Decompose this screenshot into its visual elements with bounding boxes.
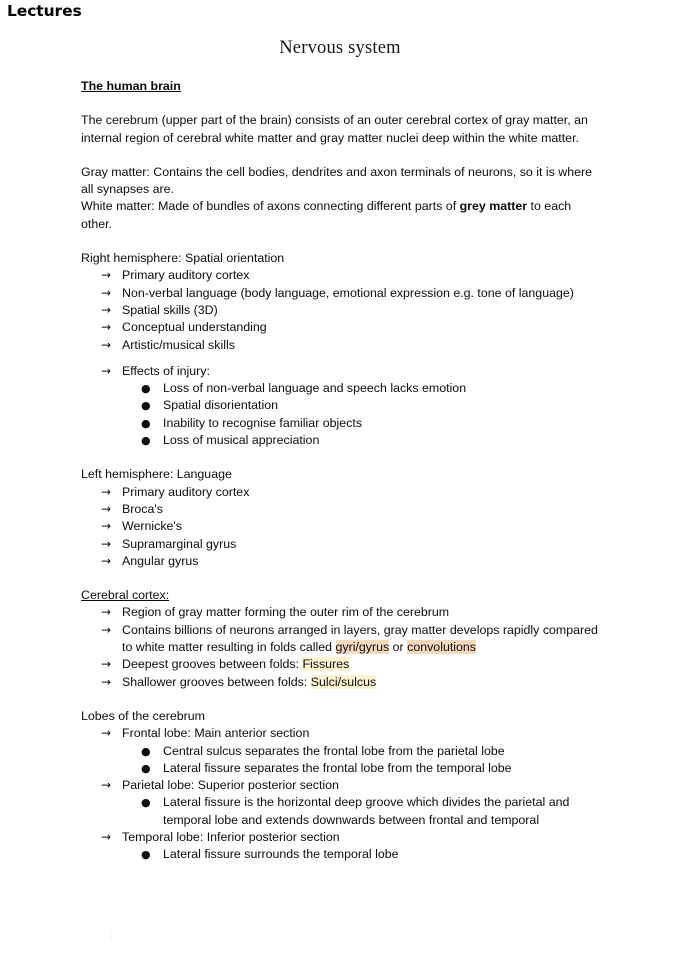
list-item-label: Loss of musical appreciation (163, 433, 320, 448)
list-item (81, 267, 599, 284)
list-item-label: Broca's (122, 501, 163, 516)
arrow-bullet-icon: → (101, 285, 112, 300)
list-item-label: Lateral fissure is the horizontal deep groove which divides the parietal and temporal lobe and extends downwards between frontal and temporal (163, 795, 570, 827)
list-item-label: Inability to recognise familiar objects (163, 415, 363, 430)
list-lobes (81, 725, 599, 863)
list-item-label: Loss of non-verbal language and speech lacks emotion (163, 381, 467, 396)
list-item (81, 363, 599, 449)
list-item-label: Artistic/musical skills (122, 337, 235, 352)
sulci-text-pre: Shallower grooves between folds: (122, 674, 311, 689)
spacer (81, 449, 599, 466)
arrow-bullet-icon: → (101, 337, 112, 352)
list-item-label: Region of gray matter forming the outer rim of the cerebrum (122, 605, 450, 620)
list-item-label (122, 657, 349, 671)
list-item-label: Primary auditory cortex (122, 484, 250, 499)
list-item (81, 553, 599, 570)
sublist-frontal-lobe (122, 743, 599, 778)
list-item-label: Lateral fissure surrounds the temporal lobe (163, 847, 399, 862)
list-item (81, 777, 599, 829)
list-item (81, 302, 599, 319)
list-item-label: Conceptual understanding (122, 320, 267, 335)
list-effects-of-injury (81, 363, 599, 449)
list-item (81, 725, 599, 777)
arrow-bullet-icon: → (101, 674, 112, 689)
arrow-bullet-icon: → (101, 622, 112, 637)
list-item (81, 501, 599, 518)
list-item (122, 432, 599, 449)
arrow-bullet-icon: → (101, 268, 112, 283)
highlight-convolutions: convolutions (407, 640, 477, 655)
dot-bullet-icon: ● (141, 761, 151, 775)
paragraph-gray-matter: Gray matter: Contains the cell bodies, dendrites and axon terminals of neurons, so it is where all synapses are. (81, 164, 593, 197)
arrow-bullet-icon: → (101, 726, 112, 741)
lead-left-hemisphere: Left hemisphere: Language (81, 467, 232, 482)
arrow-bullet-icon: → (101, 605, 112, 620)
list-item (122, 380, 599, 397)
dot-bullet-icon: ● (141, 382, 151, 396)
list-item-label: Non-verbal language (body language, emotional expression e.g. tone of language) (122, 285, 574, 300)
white-matter-emphasis: grey matter (459, 199, 528, 214)
list-right-hemisphere (81, 267, 599, 353)
highlight-fissures: Fissures (302, 657, 350, 672)
sublist-temporal-lobe (122, 846, 599, 863)
lead-right-hemisphere: Right hemisphere: Spatial orientation (81, 251, 285, 266)
list-item-label: Frontal lobe: Main anterior section (122, 726, 310, 741)
list-item (81, 674, 599, 691)
list-item-label: Primary auditory cortex (122, 268, 250, 283)
arrow-bullet-icon: → (101, 501, 112, 516)
paragraph-cerebrum: The cerebrum (upper part of the brain) consists of an outer cerebral cortex of gray matter, an internal region of cerebral white matter and gray matter nuclei deep within the white matter. (81, 113, 588, 145)
spacer (81, 354, 599, 363)
arrow-bullet-icon: → (101, 484, 112, 499)
list-item (81, 337, 599, 354)
cortex-folds-text-pre: Contains billions of neurons arranged in layers, gray matter develops rapidly compared to white matter resulting in folds called (122, 622, 598, 655)
arrow-bullet-icon: → (101, 657, 112, 672)
spacer (81, 147, 599, 164)
page-title: Nervous system (279, 38, 401, 58)
lead-lobes: Lobes of the cerebrum (81, 708, 205, 723)
sublist-parietal-lobe (122, 794, 599, 829)
list-item (81, 518, 599, 535)
list-item (81, 604, 599, 621)
spacer (81, 570, 599, 587)
section-heading-cerebral-cortex: Cerebral cortex: (81, 588, 170, 603)
arrow-bullet-icon: → (101, 536, 112, 551)
list-item-label: Central sulcus separates the frontal lobe from the parietal lobe (163, 743, 505, 758)
paragraph-white-matter (81, 198, 599, 233)
list-item-label: Supramarginal gyrus (122, 536, 237, 551)
list-item (81, 622, 599, 657)
dot-bullet-icon: ● (141, 434, 151, 448)
sublist-effects (122, 380, 599, 449)
list-item-label: Parietal lobe: Superior posterior section (122, 778, 339, 793)
list-item-label: Spatial skills (3D) (122, 302, 218, 317)
list-item-label: Temporal lobe: Inferior posterior section (122, 829, 340, 844)
arrow-bullet-icon: → (101, 829, 112, 844)
fissures-text-pre: Deepest grooves between folds: (122, 657, 303, 672)
spacer (81, 95, 599, 112)
arrow-bullet-icon: → (101, 519, 112, 534)
arrow-bullet-icon: → (101, 778, 112, 793)
list-item (122, 397, 599, 414)
list-item (122, 743, 599, 760)
section-heading-human-brain: The human brain (81, 79, 181, 93)
arrow-bullet-icon: → (101, 363, 112, 378)
spacer (81, 691, 599, 708)
list-item (81, 829, 599, 864)
list-item-label: Lateral fissure separates the frontal lobe from the temporal lobe (163, 760, 512, 775)
list-item-label: Spatial disorientation (163, 398, 279, 413)
list-item (81, 536, 599, 553)
dot-bullet-icon: ● (141, 796, 151, 810)
highlight-gyri-gyrus: gyri/gyrus (335, 640, 390, 655)
list-item-label: Wernicke's (122, 519, 182, 534)
list-item (81, 285, 599, 302)
scan-artifact (110, 930, 111, 940)
arrow-bullet-icon: → (101, 320, 112, 335)
list-item (122, 760, 599, 777)
list-left-hemisphere (81, 484, 599, 570)
list-item-label (122, 675, 376, 689)
list-item-label: Effects of injury: (122, 363, 210, 378)
dot-bullet-icon: ● (141, 399, 151, 413)
cortex-folds-text-mid: or (389, 640, 408, 655)
white-matter-text-pre: White matter: Made of bundles of axons connecting different parts of (81, 199, 460, 214)
highlight-sulci-sulcus: Sulci/sulcus (310, 674, 377, 689)
list-item (81, 319, 599, 336)
dot-bullet-icon: ● (141, 848, 151, 862)
list-cerebral-cortex (81, 604, 599, 690)
list-item (122, 415, 599, 432)
running-header: Lectures (7, 2, 82, 20)
arrow-bullet-icon: → (101, 553, 112, 568)
list-item (122, 794, 599, 829)
list-item (122, 846, 599, 863)
list-item-label (122, 623, 598, 654)
dot-bullet-icon: ● (141, 416, 151, 430)
dot-bullet-icon: ● (141, 744, 151, 758)
document-body (81, 78, 599, 864)
list-item (81, 484, 599, 501)
list-item-label: Angular gyrus (122, 553, 199, 568)
arrow-bullet-icon: → (101, 302, 112, 317)
spacer (81, 233, 599, 250)
white-matter-text-post: to each other. (81, 199, 572, 231)
list-item (81, 656, 599, 673)
